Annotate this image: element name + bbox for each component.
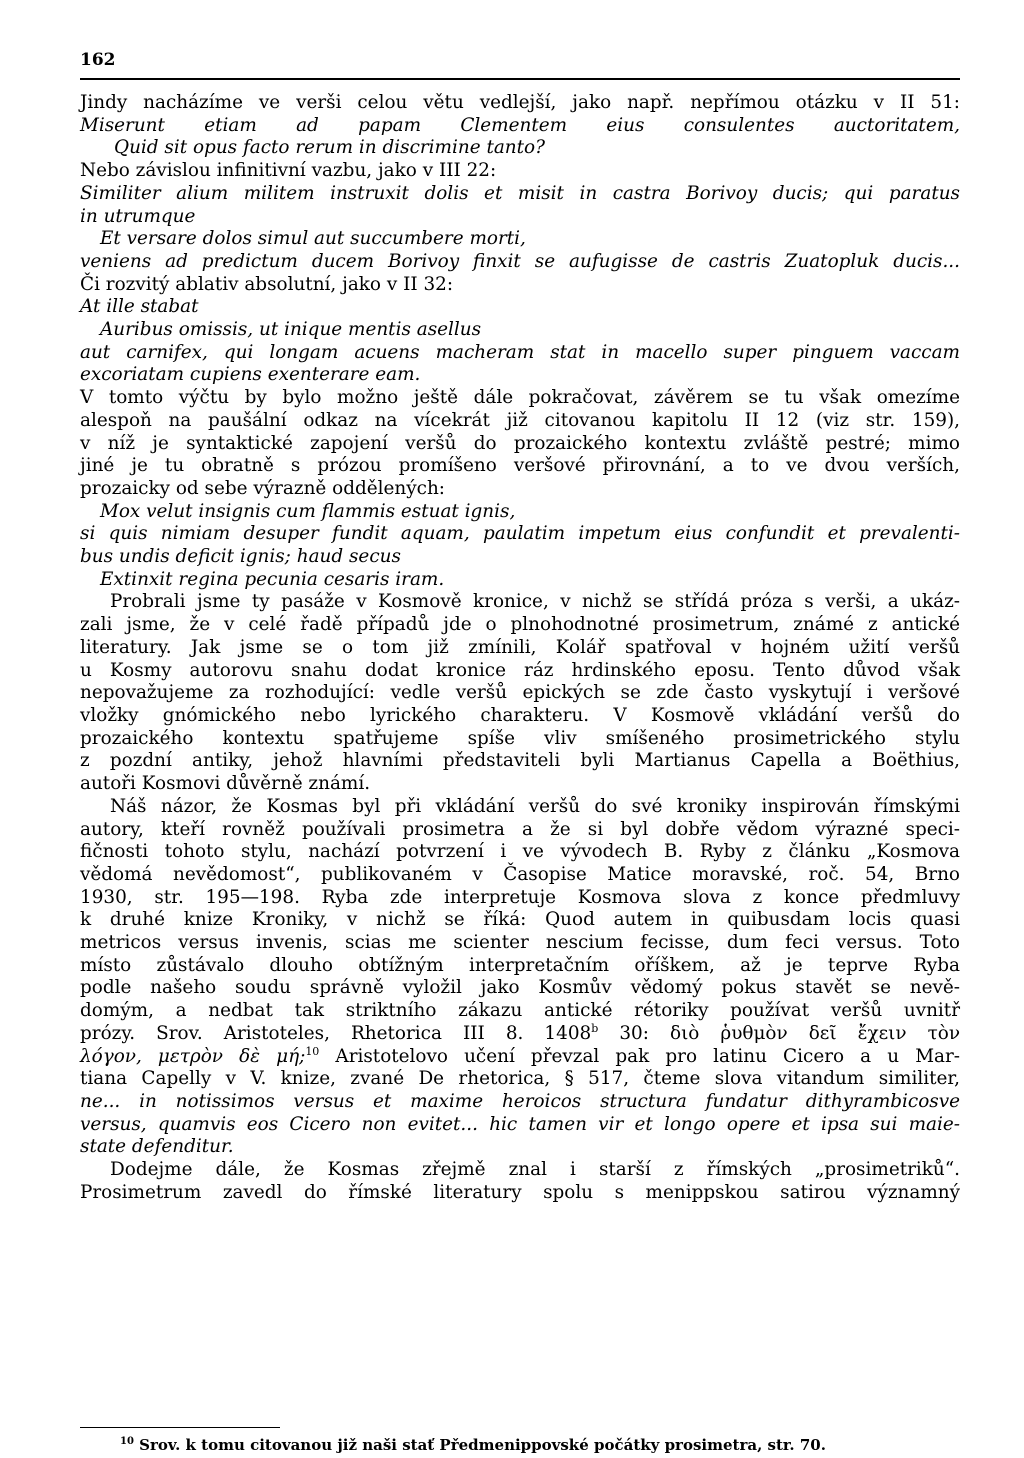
text-line: Nebo závislou infinitivní vazbu, jako v III 22: xyxy=(80,160,497,182)
verse-line: Extinxit regina pecunia cesaris iram. xyxy=(100,568,445,590)
text-line: alespoň na paušální odkaz na vícekrát již citovanou kapitolu II 12 (viz str. 159), xyxy=(80,409,960,431)
text-line: metricos versus invenis, scias me scienter nescium fecisse, dum feci versus. Toto xyxy=(80,932,960,954)
text-line: podle našeho soudu správně vyložil jako Kosmův vědomý pokus stavět se nevě- xyxy=(80,977,960,999)
text-line: zali jsme, že v celé řadě případů jde o plnohodnotné prosimetrum, známé z antické xyxy=(80,614,960,636)
text-line: prozaického kontextu spatřujeme spíše vliv smíšeného prosimetrického stylu xyxy=(80,727,960,749)
text-line: vědomá nevědomost“, publikovaném v Časopise Matice moravské, roč. 54, Brno xyxy=(80,863,960,885)
text-line: domým, a nedbat tak striktního zákazu antické rétoriky používat veršů uvnitř xyxy=(80,1000,960,1022)
verse-line: Et versare dolos simul aut succumbere morti, xyxy=(100,228,526,250)
verse-line: Mox velut insignis cum flammis estuat ignis, xyxy=(100,500,516,522)
quote-line: ne... in notissimos versus et maxime heroicos structura fundatur dithyrambicosve xyxy=(80,1090,960,1112)
quote-line: state defenditur. xyxy=(80,1136,234,1158)
text-line: k druhé knize Kroniky, v nichž se říká: Quod autem in quibusdam locis quasi xyxy=(80,909,960,931)
text-line: jiné je tu obratně s prózou promíšeno veršové přirovnání, a to ve dvou verších, xyxy=(80,455,960,477)
superscript: b xyxy=(591,1021,599,1035)
header-rule xyxy=(80,78,960,80)
footnote-ref: 10 xyxy=(305,1044,320,1058)
text-line: Či rozvitý ablativ absolutní, jako v II 32: xyxy=(80,273,454,295)
quote-line: veniens ad predictum ducem Borivoy finxit se aufugisse de castris Zuatopluk ducis... xyxy=(80,250,960,272)
page-body xyxy=(80,92,960,1204)
text-line: vložky gnómického nebo lyrického charakteru. V Kosmově vkládání veršů do xyxy=(80,704,960,726)
verse-line: Miserunt etiam ad papam Clementem eius consulentes auctoritatem, xyxy=(80,114,960,136)
text-line: Jindy nacházíme ve verši celou větu vedlejší, jako např. nepřímou otázku v II 51: xyxy=(80,92,960,113)
text-line: fičnosti tohoto stylu, nachází potvrzení i ve vývodech B. Ryby z článku „Kosmova xyxy=(80,841,960,863)
text-line: místo zůstávalo dlouho obtížným interpretačním oříškem, až je teprve Ryba xyxy=(80,954,960,976)
text-line: literatury. Jak jsme se o tom již zmínili, Kolář spatřoval v hojném užití veršů xyxy=(80,636,960,658)
greek-text: 30: διὸ ῥυθμὸν δεῖ ἔχειν τὸν xyxy=(598,1022,960,1044)
footnote-number: 10 xyxy=(120,1436,134,1447)
text-line: V tomto výčtu by bylo možno ještě dále pokračovat, závěrem se tu však omezíme xyxy=(80,387,960,409)
quote-line: si quis nimiam desuper fundit aquam, paulatim impetum eius confundit et prevalenti- xyxy=(80,523,960,545)
footnote xyxy=(120,1436,826,1454)
text-line: Dodejme dále, že Kosmas zřejmě znal i starší z římských „prosimetriků“. xyxy=(110,1159,960,1181)
footnote-text: Srov. k tomu citovanou již naši stať Předmenippovské počátky prosimetra, str. 70. xyxy=(139,1436,826,1454)
quote-line: bus undis deficit ignis; haud secus xyxy=(80,546,401,568)
quote-line: aut carnifex, qui longam acuens macheram stat in macello super pinguem vaccam xyxy=(80,341,960,363)
text-segment: Aristotelovo učení převzal pak pro latinu Cicero a u Mar- xyxy=(319,1045,960,1067)
text-line: z pozdní antiky, jehož hlavními představiteli byli Martianus Capella a Boëthius, xyxy=(80,750,960,772)
text-line xyxy=(80,1046,960,1069)
text-line: tiana Capelly v V. knize, zvané De rhetorica, § 517, čteme slova vitandum similiter, xyxy=(80,1068,960,1090)
text-line: Náš názor, že Kosmas byl při vkládání veršů do své kroniky inspirován římskými xyxy=(110,795,960,817)
text-line: nepovažujeme za rozhodující: vedle veršů epických se zde často vyskytují i veršové xyxy=(80,682,960,704)
text-line: v níž je syntaktické zapojení veršů do prozaického kontextu zvláště pestré; mimo xyxy=(80,432,960,454)
text-segment: prózy. Srov. Aristoteles, Rhetorica III 8. 1408 xyxy=(80,1022,592,1044)
verse-line: Auribus omissis, ut inique mentis asellus xyxy=(100,319,482,341)
greek-text: λόγον, μετρὸν δὲ μή; xyxy=(80,1045,306,1067)
verse-line: Quid sit opus facto rerum in discrimine tanto? xyxy=(114,137,545,159)
quote-line: excoriatam cupiens exenterare eam. xyxy=(80,364,421,386)
text-line: u Kosmy autorovu snahu dodat kronice ráz hrdinského eposu. Tento důvod však xyxy=(80,659,960,681)
text-line: Prosimetrum zavedl do římské literatury spolu s menippskou satirou významný xyxy=(80,1181,960,1203)
quote-line: versus, quamvis eos Cicero non evitet... hic tamen vir et longo opere et ipsa sui maie- xyxy=(80,1113,960,1135)
quote-line: Similiter alium militem instruxit dolis et misit in castra Borivoy ducis; qui paratus xyxy=(80,182,960,204)
text-line: 1930, str. 195—198. Ryba zde interpretuje Kosmova slova z konce předmluvy xyxy=(80,886,960,908)
text-line: Probrali jsme ty pasáže v Kosmově kronice, v nichž se střídá próza s verši, a ukáz- xyxy=(110,591,960,613)
text-line xyxy=(80,1023,960,1046)
footnote-rule xyxy=(80,1427,280,1428)
quote-line: in utrumque xyxy=(80,205,196,227)
text-line: autoři Kosmovi důvěrně známí. xyxy=(80,773,371,795)
text-line: autory, kteří rovněž používali prosimetra a že si byl dobře vědom výrazné speci- xyxy=(80,818,960,840)
quote-line: At ille stabat xyxy=(80,296,199,318)
text-line: prozaicky od sebe výrazně oddělených: xyxy=(80,477,446,499)
page-number: 162 xyxy=(80,50,116,70)
